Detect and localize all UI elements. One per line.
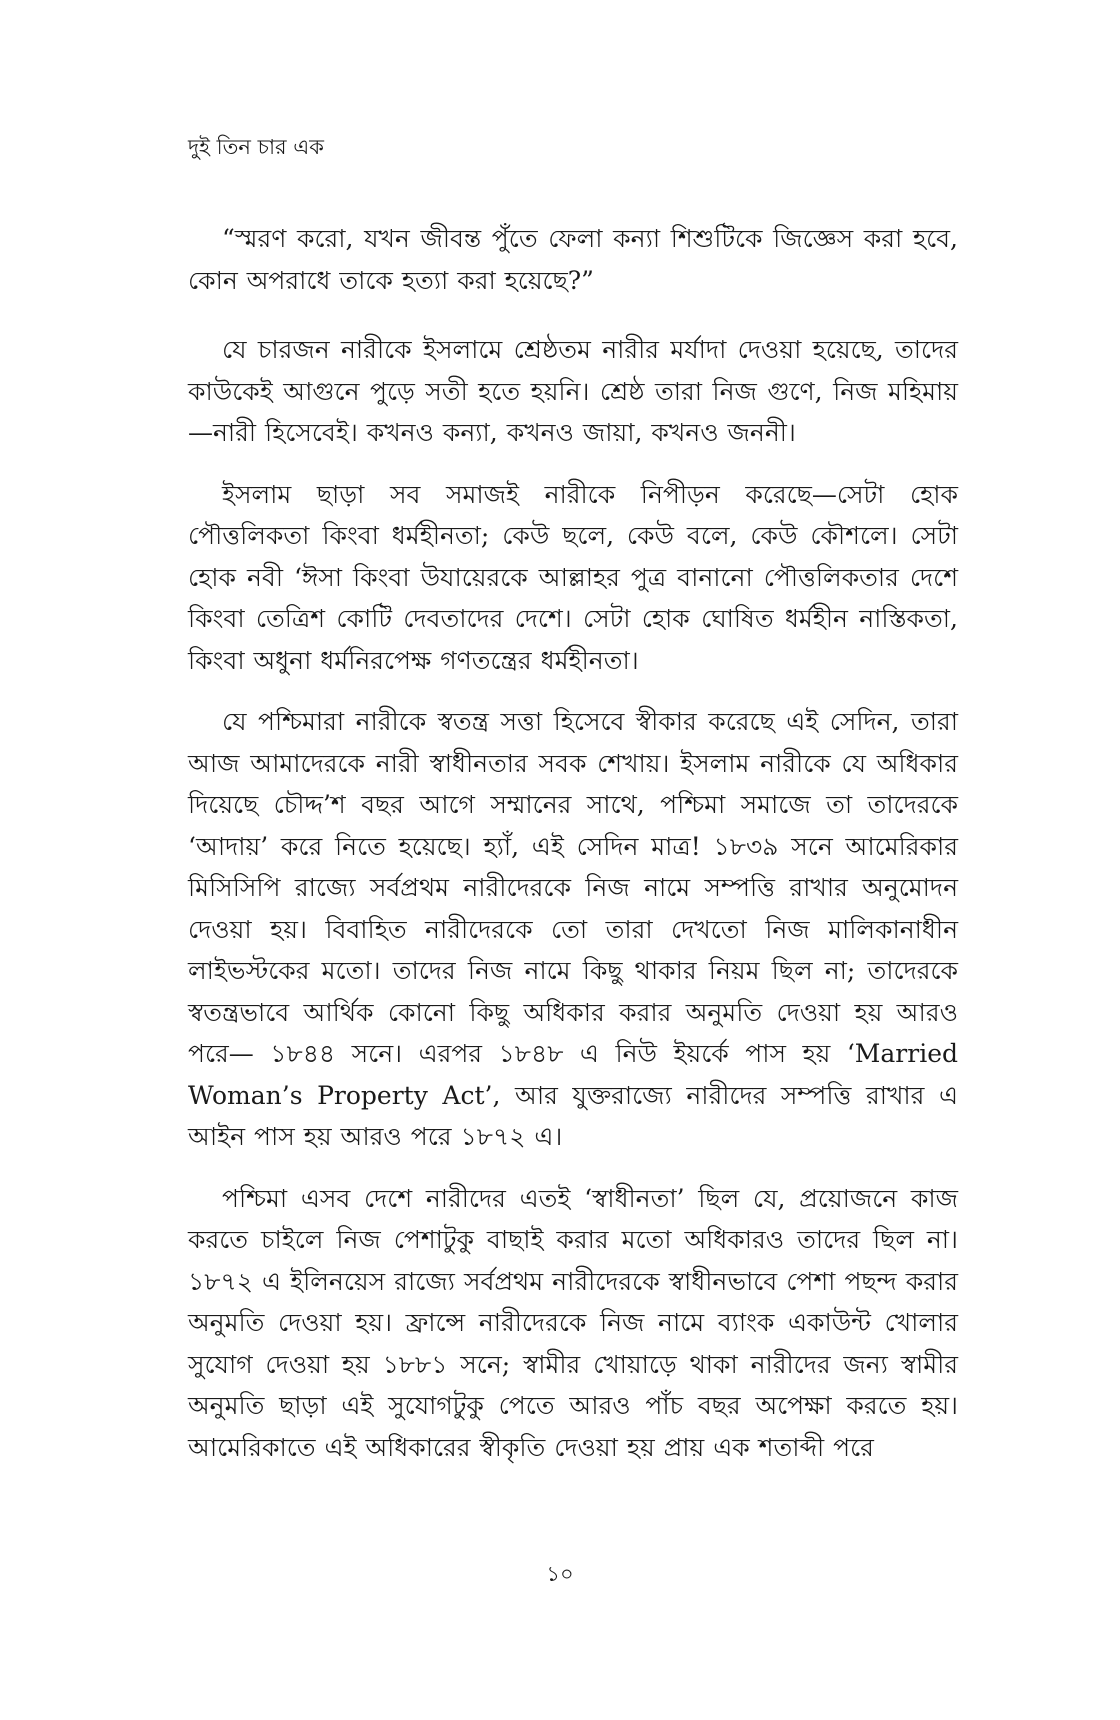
- paragraph: যে চারজন নারীকে ইসলামে শ্রেষ্ঠতম নারীর মর্যাদা দেওয়া হয়েছে, তাদের কাউকেই আগুনে পুড়ে সতী হতে হয়নি। শ্রেষ্ঠ তারা নিজ গুণে, নিজ মহিমায়—নারী হিসেবেই। কখনও কন্যা, কখনও জায়া, কখনও জননী।: [188, 335, 958, 447]
- quote-paragraph: “স্মরণ করো, যখন জীবন্ত পুঁতে ফেলা কন্যা শিশুটিকে জিজ্ঞেস করা হবে, কোন অপরাধে তাকে হত্যা করা হয়েছে?”: [188, 224, 958, 295]
- paragraph: ইসলাম ছাড়া সব সমাজই নারীকে নিপীড়ন করেছে—সেটা হোক পৌত্তলিকতা কিংবা ধর্মহীনতা; কেউ ছলে, কেউ বলে, কেউ কৌশলে। সেটা হোক নবী ‘ঈসা কিংবা উযায়েরকে আল্লাহর পুত্র বানানো পৌত্তলিকতার দেশে কিংবা তেত্রিশ কোটি দেবতাদের দেশে। সেটা হোক ঘোষিত ধর্মহীন নাস্তিকতা, কিংবা অধুনা ধর্মনিরপেক্ষ গণতন্ত্রের ধর্মহীনতা।: [188, 479, 958, 675]
- paragraph: পশ্চিমা এসব দেশে নারীদের এতই ‘স্বাধীনতা’ ছিল যে, প্রয়োজনে কাজ করতে চাইলে নিজ পেশাটুকু বাছাই করার মতো অধিকারও তাদের ছিল না। ১৮৭২ এ ইলিনয়েস রাজ্যে সর্বপ্রথম নারীদেরকে স্বাধীনভাবে পেশা পছন্দ করার অনুমতি দেওয়া হয়। ফ্রান্সে নারীদেরকে নিজ নামে ব্যাংক একাউন্ট খোলার সুযোগ দেওয়া হয় ১৮৮১ সনে; স্বামীর খোয়াড়ে থাকা নারীদের জন্য স্বামীর অনুমতি ছাড়া এই সুযোগটুকু পেতে আরও পাঁচ বছর অপেক্ষা করতে হয়। আমেরিকাতে এই অধিকারের স্বীকৃতি দেওয়া হয় প্রায় এক শতাব্দী পরে: [188, 1183, 958, 1462]
- page-number: ১০: [546, 1562, 574, 1586]
- body-text: [188, 218, 958, 1488]
- running-header: দুই তিন চার এক: [188, 135, 324, 159]
- paragraph: যে পশ্চিমারা নারীকে স্বতন্ত্র সত্তা হিসেবে স্বীকার করেছে এই সেদিন, তারা আজ আমাদেরকে নারী স্বাধীনতার সবক শেখায়। ইসলাম নারীকে যে অধিকার দিয়েছে চৌদ্দ’শ বছর আগে সম্মানের সাথে, পশ্চিমা সমাজে তা তাদেরকে ‘আদায়’ করে নিতে হয়েছে। হ্যাঁ, এই সেদিন মাত্র! ১৮৩৯ সনে আমেরিকার মিসিসিপি রাজ্যে সর্বপ্রথম নারীদেরকে নিজ নামে সম্পত্তি রাখার অনুমোদন দেওয়া হয়। বিবাহিত নারীদেরকে তো তারা দেখতো নিজ মালিকানাধীন লাইভস্টকের মতো। তাদের নিজ নামে কিছু থাকার নিয়ম ছিল না; তাদেরকে স্বতন্ত্রভাবে আর্থিক কোনো কিছু অধিকার করার অনুমতি দেওয়া হয় আরও পরে— ১৮৪৪ সনে। এরপর ১৮৪৮ এ নিউ ইয়র্কে পাস হয় ‘Married Woman’s Property Act’, আর যুক্তরাজ্যে নারীদের সম্পত্তি রাখার এ আইন পাস হয় আরও পরে ১৮৭২ এ।: [188, 707, 958, 1151]
